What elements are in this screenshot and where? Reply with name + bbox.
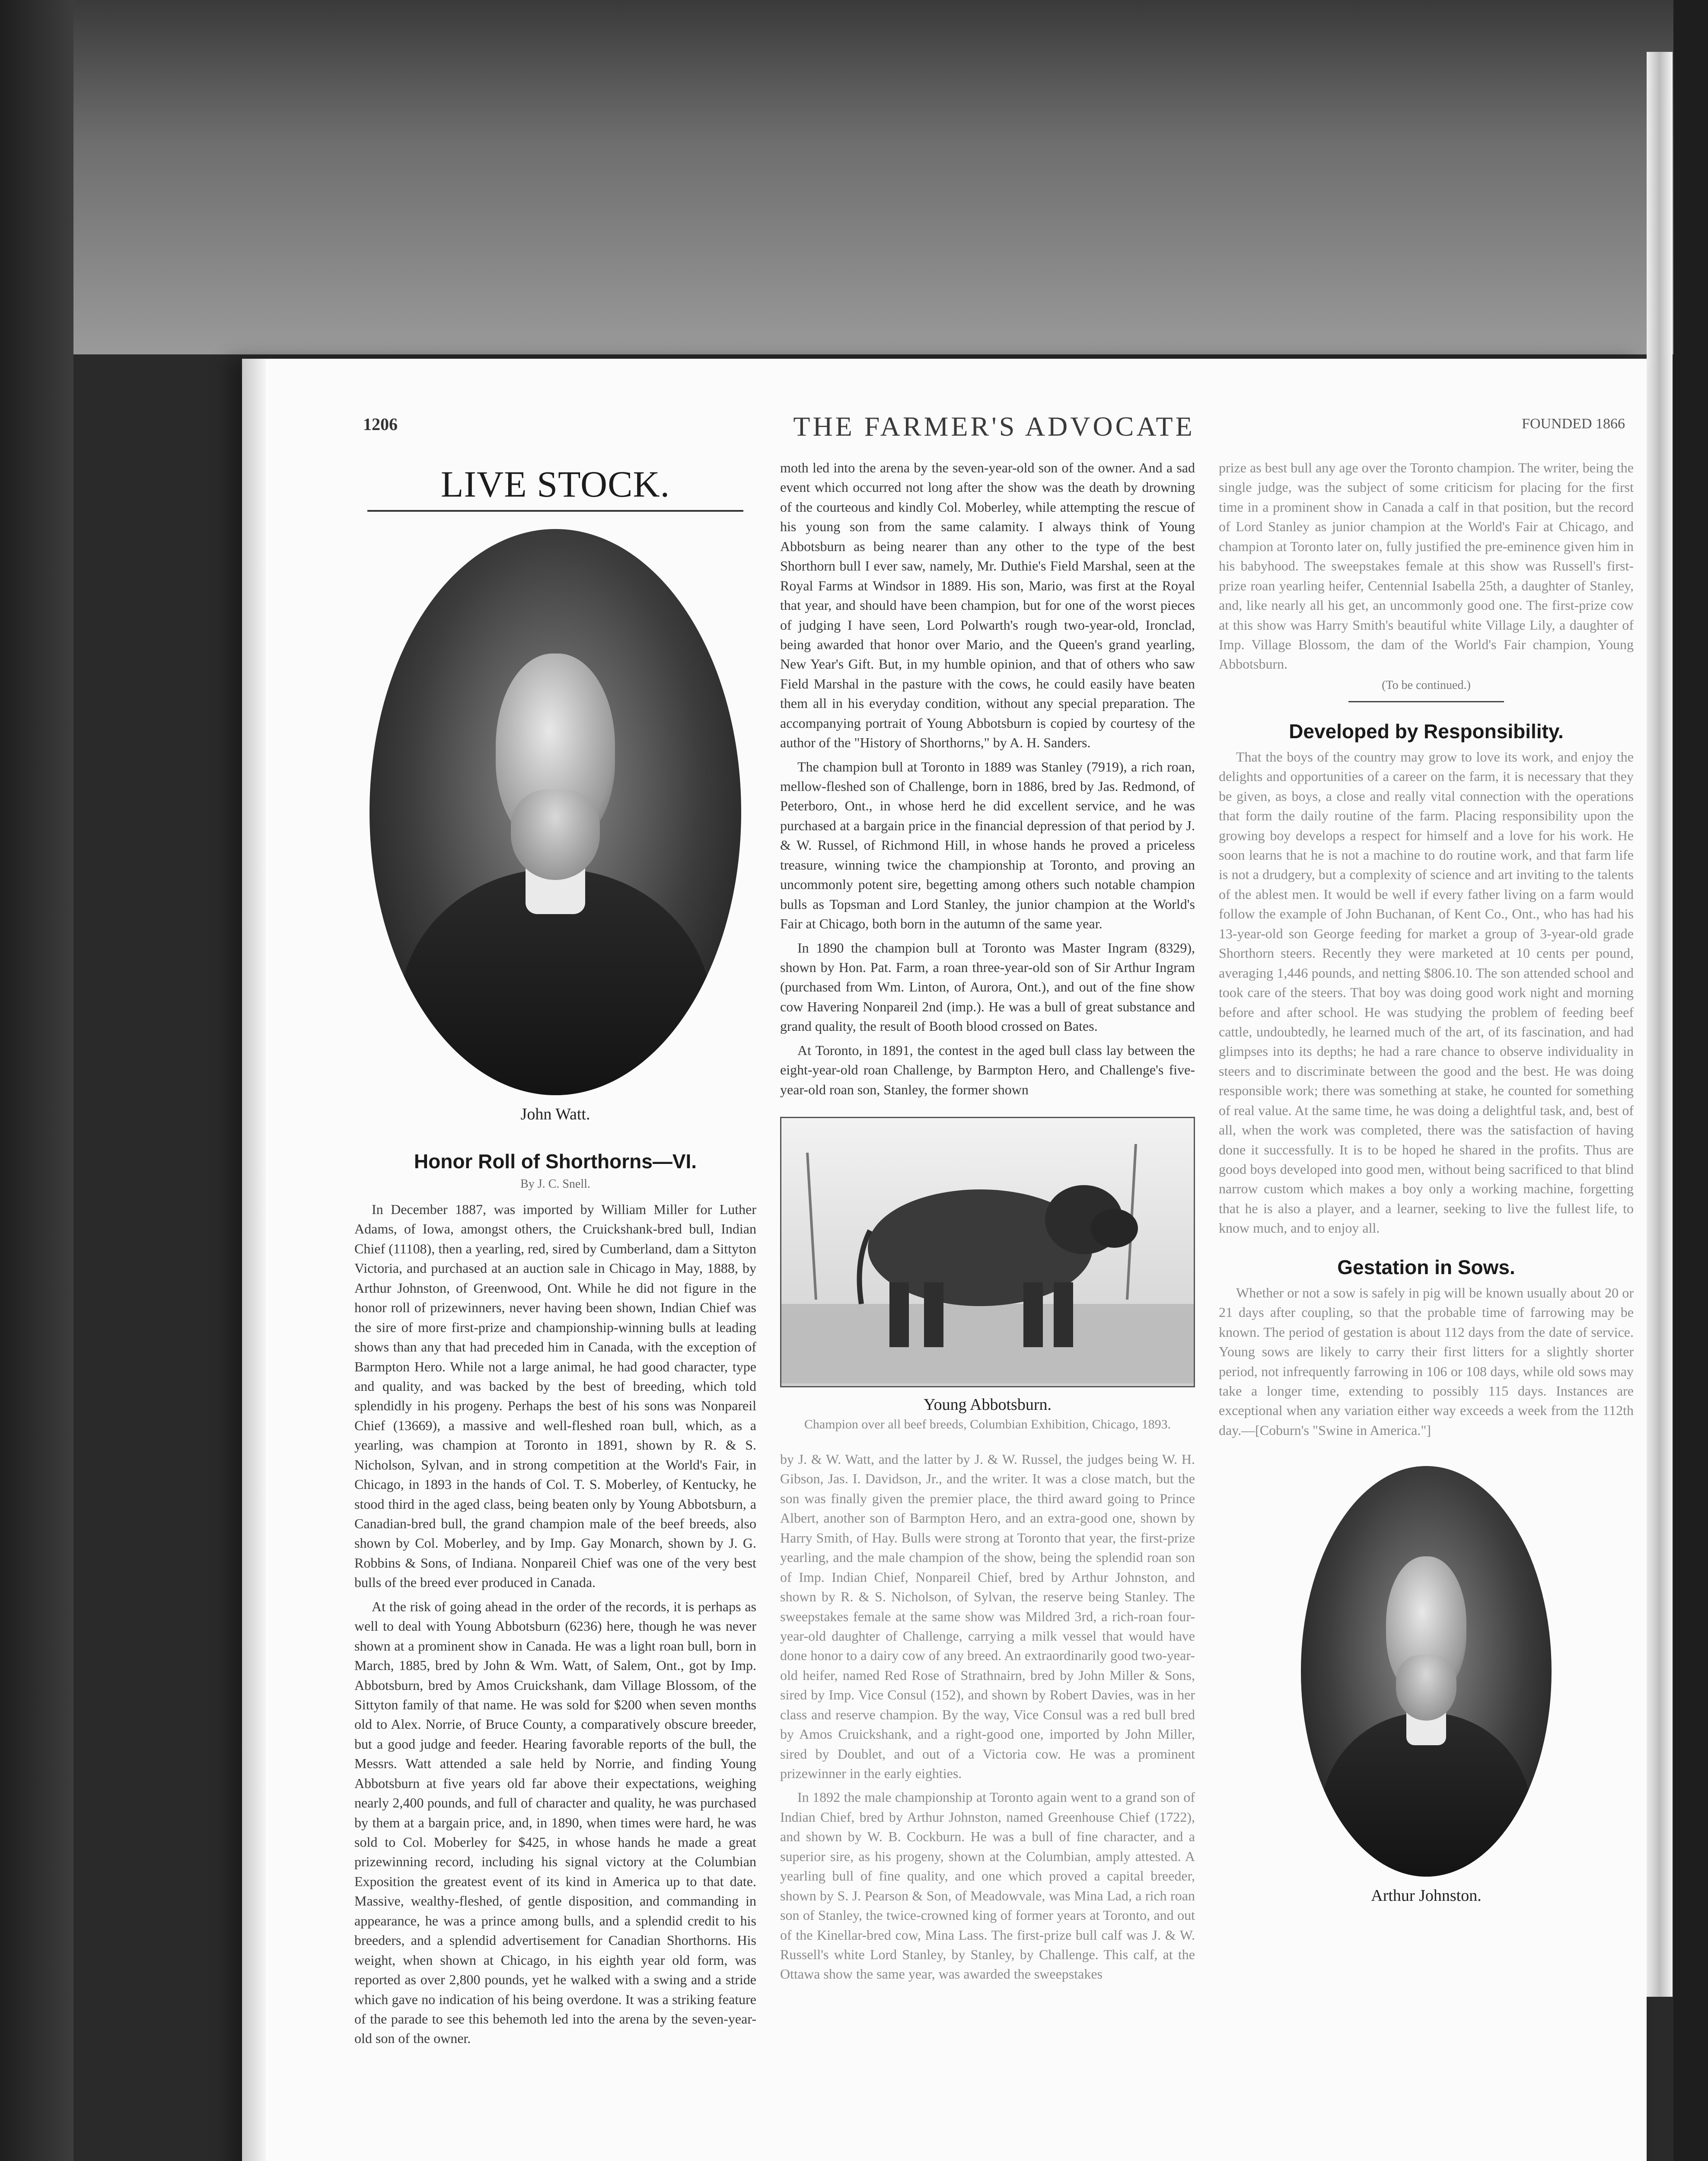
paragraph: At the risk of going ahead in the order of the records, it is perhaps as well to deal with Young Abbotsburn (6236) here, though he was never shown at a prominent show in Canada. He was a light roan bull, born in March, 1885, bred by John & Wm. Watt, of Salem, Ont., got by Imp. Abbotsburn, bred by Amos Cruickshank, dam Village Blossom, of the Sittyton family of that name. He was sold for $200 when seven months old to Alex. Norrie, of Bruce County, a comparatively obscure breeder, but a good judge and feeder. Hearing favorable reports of the bull, the Messrs. Watt attended a sale held by Norrie, and finding Young Abbotsburn at five years old far above their expectations, weighing nearly 2,400 pounds, and full of character and quality, he was purchased by them at a bargain price, and, in 1890, when times were hard, he was sold to Col. Moberley for $425, in whose hands he made a great prizewinning record, including his signal victory at the Columbian Exposition the greatest event of its kind in America up to that date. Massive, wealthy-fleshed, of gentle disposition, and commanding in appearance, he was a prince among bulls, and a splendid credit to his breeders, and a splendid advertisement for Canadian Shorthorns. His weight, when shown at Chicago, in his eighth year old form, was reported as over 2,800 pounds, yet he walked with a swing and a stride which gave no indication of his being overdone. It was a striking feature of the parade to see this behemoth led into the arena by the seven-year-old son of the owner. [354,1598,756,2046]
paragraph: In 1892 the male championship at Toronto again went to a grand son of Indian Chief, bred by Arthur Johnston, named Greenhouse Chief (1722), and shown by W. B. Cockburn. He was a bull of fine character, and a superior sire, as his progeny, shown at the Columbian, amply attested. A yearling bull of fine quality, and one which proved a capital breeder, shown by S. J. Pearson & Son, of Meadowvale, was Mina Lad, a rich roan son of Stanley, the twice-crowned king of former years at Toronto, and out of the Kinellar-bred cow, Mina Lass. The first-prize bull calf was J. & W. Russell's white Lord Stanley, by Stanley, by Challenge. This calf, at the Ottawa show the same year, was awarded the sweepstakes [780,1789,1195,1982]
portrait-arthur-johnston [1301,1466,1552,1877]
byline: By J. C. Snell. [520,1177,590,1191]
masthead: THE FARMER'S ADVOCATE [793,411,1195,442]
column-right [1219,458,1634,2161]
column-left [354,458,756,2161]
title-divider [367,510,743,512]
paragraph: The champion bull at Toronto in 1889 was Stanley (7919), a rich roan, mellow-fleshed son of Challenge, born in 1886, bred by Jas. Redmond, of Peterboro, Ont., in whose herd he did excellent service, and he was purchased at a bargain price in the financial depression of that period by J. & W. Russel, of Richmond Hill, in whose hands he proved a priceless treasure, winning twice the championship at Toronto, and proving an uncommonly potent sire, begetting among others such notable champion bulls as Topsman and Lord Stanley, the junior champion at the World's Fair at Chicago, both born in the autumn of the same year. [780,759,1195,932]
article-divider [1348,701,1504,702]
paragraph: by J. & W. Watt, and the latter by J. & W. Russel, the judges being W. H. Gibson, Jas. I. Davidson, Jr., and the writer. It was a close match, but the son was finally given the premier place, the third award going to Prince Albert, another son of Barmpton Hero, and an extra-good one, shown by Harry Smith, of Hay. Bulls were strong at Toronto that year, the first-prize yearling, and the male champion of the show, being the splendid roan son of Imp. Indian Chief, Nonpareil Chief, bred by Arthur Johnston, and shown by R. & S. Nicholson, of Sylvan, the reserve being Stanley. The sweepstakes female at the same show was Mildred 3rd, a rich-roan four-year-old daughter of Challenge, carrying a milk vessel that would have done honor to a dairy cow of any breed. An extraordinarily good two-year-old heifer, named Red Rose of Strathnairn, bred by John Miller & Sons, sired by Imp. Vice Consul (152), and shown by Robert Davies, was in her class and reserve champion. By the way, Vice Consul was a red bull bred by Amos Cruickshank, and a right-good one, imported by John Miller, sired by Doublet, and out of a Victoria cow. He was a prominent prizewinner in the early eighties. [780,1451,1195,1781]
scan-shadow [242,2139,631,2161]
paragraph: At Toronto, in 1891, the contest in the aged bull class lay between the eight-year-old roan Challenge, by Barmpton Hero, and Challenge's five-year-old roan son, Stanley, the former shown [780,1042,1195,1097]
page-binding-shadow [242,359,266,2161]
founded-label: FOUNDED 1866 [1522,416,1625,432]
bull-photo [780,1117,1195,1387]
paragraph: That the boys of the country may grow to love its work, and enjoy the delights and opportunities of a career on the farm, it is necessary that they be given, as boys, a close and really vital connection with the operations that form the daily routine of the farm. Placing responsibility upon the growing boy develops a respect for himself and a love for his work. He soon learns that he is not a machine to do routine work, and that farm life is not a drudgery, but a complexity of science and art inviting to the talents of the ablest men. It would be well if every father living on a farm would follow the example of John Buchanan, of Kent Co., Ont., who has had his 13-year-old son George feeding for market a group of 3-year-old grade Shorthorn steers. Recently they were marketed at 10 cents per pound, averaging 1,446 pounds, and netting $806.10. The son attended school and took care of the steers. That boy was doing good work night and morning before and after school. He was studying the problem of feeding beef cattle, undoubtedly, he learned much of the art, of its fascination, and had glimpses into its depths; he had a rare chance to observe individuality in steers and to discriminate between the good and the best. He was doing responsible work; there was something at stake, he counted for something of real value. At the same time, he was doing a delightful task, and, best of all, when the work was completed, there was the satisfaction of having done it successfully. It is to be hoped he shared in the profits. Thus are good boys developed into good men, without being sacrificed to that blind narrow custom which makes a boy only a working machine, forgetting that he is also a player, and a learner, seeking to live the fullest life, to know much, and to enjoy all. [1219,749,1634,1236]
bull-illustration [781,1118,1194,1383]
article-title: Honor Roll of Shorthorns—VI. [414,1150,697,1173]
scanner-backdrop-top [0,0,1708,354]
paragraph: prize as best bull any age over the Toronto champion. The writer, being the single judge, was the subject of some criticism for placing for the first time in a prominent show in Canada a calf in that position, but the record of Lord Stanley as junior champion at the World's Fair at Chicago, and champion at Toronto later on, fully justified the pre-eminence given him in his babyhood. The sweepstakes female at this show was Russell's first-prize roan yearling heifer, Centennial Isabella 25th, a daughter of Stanley, and, like nearly all his get, an uncommonly good one. The first-prize cow at this show was Harry Smith's beautiful white Village Lily, a daughter of Imp. Village Blossom, the dam of the World's Fair champion, Young Abbotsburn. [1219,460,1634,672]
page-number: 1206 [363,414,398,434]
bull-subcaption: Champion over all beef breeds, Columbian Exhibition, Chicago, 1893. [804,1417,1171,1431]
paragraph: In 1890 the champion bull at Toronto was Master Ingram (8329), shown by Hon. Pat. Farm, a roan three-year-old son of Sir Arthur Ingram (purchased from Wm. Linton, of Aurora, Ont.), and out of the fine show cow Havering Nonpareil 2nd (imp.). He was a bull of great substance and grand quality, the result of Booth blood crossed on Bates. [780,940,1195,1034]
portrait-caption: John Watt. [520,1105,590,1123]
portrait-caption: Arthur Johnston. [1371,1887,1482,1905]
scanner-backdrop-left [0,0,73,2161]
continued-note: (To be continued.) [1382,678,1471,692]
article-title: Gestation in Sows. [1337,1256,1515,1278]
article-columns [354,458,1634,2161]
article-title: Developed by Responsibility. [1289,720,1564,743]
section-title: LIVE STOCK. [440,463,670,505]
paragraph: Whether or not a sow is safely in pig will be known usually about 20 or 21 days after coupling, so that the probable time of farrowing may be known. The period of gestation is about 112 days from the date of service. Young sows are likely to carry their first litters for a slightly shorter period, not infrequently farrowing in 106 or 108 days, while old sows may take a longer time, extending to possibly 115 days. Instances are exceptional when any variation either way exceeds a week from the 112th day.—[Coburn's "Swine in America."] [1219,1284,1634,1438]
column-middle [780,458,1195,2161]
paragraph: In December 1887, was imported by William Miller for Luther Adams, of Iowa, amongst others, the Cruickshank-bred bull, Indian Chief (11108), then a yearling, red, sired by Cumberland, dam a Sittyton Victoria, and purchased at an auction sale in Chicago in May, 1888, by Arthur Johnston, of Greenwood, Ont. While he did not figure in the honor roll of prizewinners, never having been shown, Indian Chief was the sire of more first-prize and championship-winning bulls at leading shows than any that had preceded him in Canada, with the exception of Barmpton Hero. While not a large animal, he had good character, type and quality, and was backed by the best of breeding, which told splendidly in his progeny. Perhaps the best of his sons was Nonpareil Chief (13669), a massive and well-fleshed roan bull, which, as a yearling, was champion at Toronto in 1891, shown by R. & S. Nicholson, Sylvan, and in strong competition at the World's Fair, in Chicago, in 1893 in the hands of Col. T. S. Moberley, of Kentucky, he stood third in the aged class, being beaten only by Young Abbotsburn, a Canadian-bred bull, the grand champion male of the beef breeds, also shown by Col. Moberley, and by Imp. Gay Monarch, shown by J. G. Robbins & Sons, of Indiana. Nonpareil Chief was one of the very best bulls of the breed ever produced in Canada. [354,1202,756,1590]
portrait-john-watt [370,529,741,1095]
page-header [354,411,1634,445]
scanner-backdrop-right [1673,0,1708,2161]
bull-caption: Young Abbotsburn. [924,1396,1052,1414]
paragraph: moth led into the arena by the seven-year-old son of the owner. And a sad event which occurred not long after the show was the death by drowning of the courteous and kindly Col. Moberley, while attempting the rescue of his young son from the same calamity. I always think of Young Abbotsburn as being nearer than any other to the type of the best Shorthorn bull I ever saw, namely, Mr. Duthie's Field Marshal, seen at the Royal Farms at Windsor in 1889. His son, Mario, was first at the Royal that year, and should have been champion, but for one of the worst pieces of judging I have seen, Lord Polwarth's rough two-year-old, Ironclad, being awarded that honor over Mario, and the Queen's grand yearling, New Year's Gift. But, in my humble opinion, and that of others who saw Field Marshal in the pasture with the cows, he could easily have beaten them all in his everyday condition, without any special preparation. The accompanying portrait of Young Abbotsburn is copied by courtesy of the author of the "History of Shorthorns," by A. H. Sanders. [780,460,1195,751]
facing-page-edge [1647,52,1673,1997]
